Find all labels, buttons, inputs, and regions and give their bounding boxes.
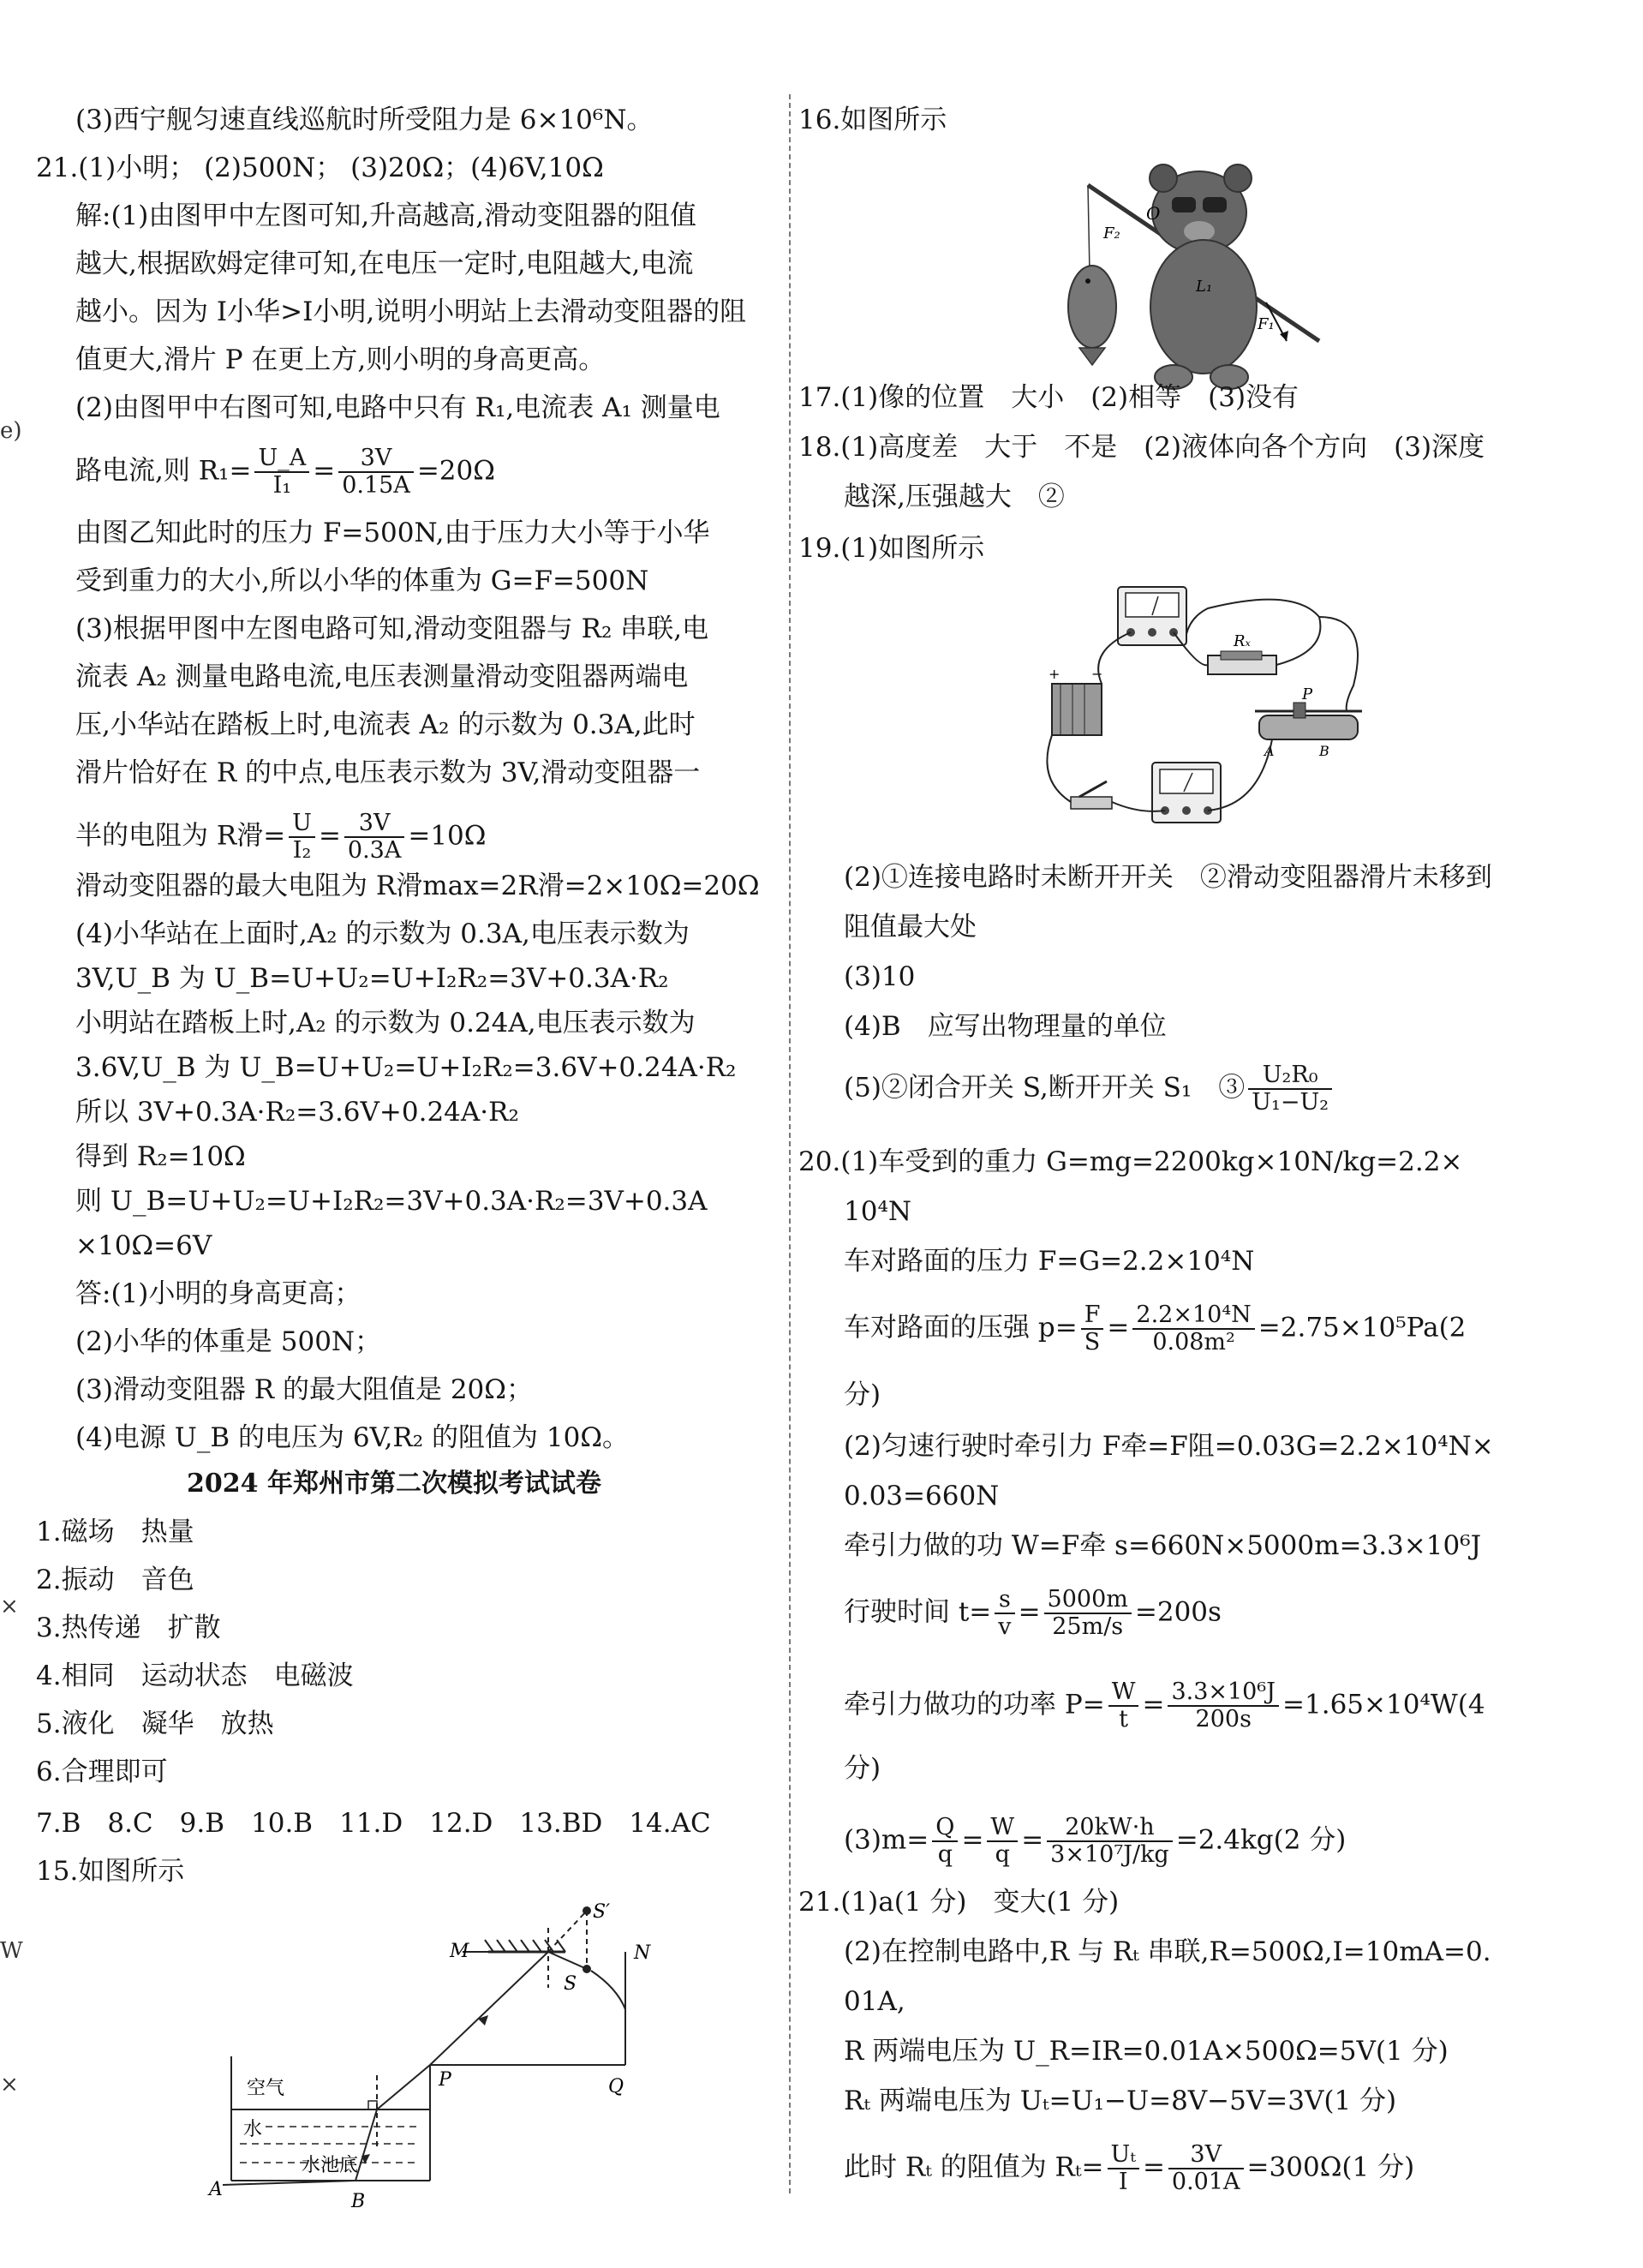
text-line: ×10Ω=6V xyxy=(75,1230,212,1261)
text-line: (3)10 xyxy=(844,961,916,992)
answer-item: 21.(1)a(1 分) 变大(1 分) xyxy=(798,1887,1120,1918)
formula-line xyxy=(75,811,486,864)
edge-mark: × xyxy=(0,2072,19,2097)
formula-text: =20Ω xyxy=(416,455,495,487)
equals: = xyxy=(1021,1824,1044,1856)
text-line: 分) xyxy=(844,1753,881,1784)
formula-text: =10Ω xyxy=(408,820,487,852)
fraction xyxy=(1047,1815,1173,1868)
answer-item: 15.如图所示 xyxy=(36,1856,185,1887)
formula-text: =1.65×10⁴W(4 xyxy=(1282,1689,1485,1720)
formula-text: 半的电阻为 R滑= xyxy=(75,820,286,852)
answer-item: 5.液化 凝华 放热 xyxy=(36,1708,274,1739)
label-A: A xyxy=(209,2179,223,2200)
answer-item: 19.(1)如图所示 xyxy=(798,533,985,564)
label-B: B xyxy=(1319,743,1329,759)
text-line: (2)由图甲中右图可知,电路中只有 R₁,电流表 A₁ 测量电 xyxy=(75,392,720,423)
fraction xyxy=(987,1815,1018,1868)
text-line: 3V,U_B 为 U_B=U+U₂=U+I₂R₂=3V+0.3A·R₂ xyxy=(75,963,669,994)
text-line: (2)小华的体重是 500N； xyxy=(75,1326,382,1357)
text-line: (2)①连接电路时未断开开关 ②滑动变阻器滑片未移到 xyxy=(844,862,1492,893)
formula-text: =300Ω(1 分) xyxy=(1246,2151,1415,2183)
fraction xyxy=(1248,1062,1332,1116)
label-Q: Q xyxy=(608,2076,624,2097)
fraction xyxy=(338,446,414,499)
denominator: q xyxy=(937,1841,953,1868)
edge-mark: e) xyxy=(0,418,22,444)
answer-21-heading: 21.(1)小明； (2)500N； (3)20Ω；(4)6V,10Ω xyxy=(36,153,604,183)
fraction xyxy=(289,811,315,864)
equals: = xyxy=(1142,2151,1165,2183)
formula-line xyxy=(844,2142,1414,2195)
text-line: 得到 R₂=10Ω xyxy=(75,1141,246,1172)
figure-16-fishing-lever xyxy=(1062,153,1353,410)
text-line: 越深,压强越大 ② xyxy=(844,482,1065,512)
equals: = xyxy=(1142,1689,1165,1720)
label-S-prime: S′ xyxy=(593,1901,611,1923)
text-line: (3)西宁舰匀速直线巡航时所受阻力是 6×10⁶N。 xyxy=(75,105,654,135)
denominator: 0.08m² xyxy=(1152,1329,1235,1355)
formula-line xyxy=(844,1679,1485,1732)
text-line: 所以 3V+0.3A·R₂=3.6V+0.24A·R₂ xyxy=(75,1097,519,1128)
answer-item: 18.(1)高度差 大于 不是 (2)液体向各个方向 (3)深度 xyxy=(798,432,1485,463)
text-line: 越大,根据欧姆定律可知,在电压一定时,电阻越大,电流 xyxy=(75,248,694,279)
formula-text: 车对路面的压强 p= xyxy=(844,1312,1078,1343)
text-line: 受到重力的大小,所以小华的体重为 G=F=500N xyxy=(75,566,649,596)
formula-line xyxy=(844,1302,1466,1355)
edge-mark: W xyxy=(0,1938,23,1964)
text-line: 值更大,滑片 P 在更上方,则小明的身高更高。 xyxy=(75,344,606,375)
text-line: 车对路面的压力 F=G=2.2×10⁴N xyxy=(844,1246,1255,1277)
numerator: W xyxy=(987,1815,1018,1842)
text-line: (4)B 应写出物理量的单位 xyxy=(844,1011,1167,1042)
numerator: U_A xyxy=(254,446,309,473)
text-line: (2)匀速行驶时牵引力 F牵=F阻=0.03G=2.2×10⁴N× xyxy=(844,1431,1494,1462)
text-line: 分) xyxy=(844,1379,881,1410)
text-line: 小明站在踏板上时,A₂ 的示数为 0.24A,电压表示数为 xyxy=(75,1008,696,1038)
formula-line xyxy=(844,1587,1222,1640)
text-line: (3)滑动变阻器 R 的最大阻值是 20Ω； xyxy=(75,1374,533,1405)
text-line: 0.03=660N xyxy=(844,1481,1000,1511)
equals: = xyxy=(313,455,336,487)
fraction xyxy=(1168,2142,1244,2195)
denominator: 25m/s xyxy=(1052,1613,1124,1640)
formula-text: 牵引力做功的功率 P= xyxy=(844,1689,1105,1720)
label-O: O xyxy=(1146,203,1161,224)
formula-text: =2.4kg(2 分) xyxy=(1175,1824,1347,1856)
fraction xyxy=(1081,1302,1104,1355)
text-line: 则 U_B=U+U₂=U+I₂R₂=3V+0.3A·R₂=3V+0.3A xyxy=(75,1186,708,1217)
denominator: 0.15A xyxy=(342,472,410,499)
label-pool-bottom: 水池底 xyxy=(302,2155,359,2176)
answer-item: 6.合理即可 xyxy=(36,1756,168,1787)
equals: = xyxy=(318,820,341,852)
numerator: U xyxy=(289,811,315,838)
denominator: U₁−U₂ xyxy=(1252,1089,1329,1116)
label-M: M xyxy=(450,1941,469,1962)
formula-text: (3)m= xyxy=(844,1824,929,1856)
formula-text: 此时 Rₜ 的阻值为 Rₜ= xyxy=(844,2151,1104,2183)
formula-text: 行驶时间 t= xyxy=(844,1596,992,1628)
label-F2: F₂ xyxy=(1103,224,1120,242)
answer-item: 3.热传递 扩散 xyxy=(36,1613,221,1643)
answer-item: 1.磁场 热量 xyxy=(36,1517,194,1547)
text-line: 3.6V,U_B 为 U_B=U+U₂=U+I₂R₂=3.6V+0.24A·R₂ xyxy=(75,1052,737,1083)
section-title: 2024 年郑州市第二次模拟考试试卷 xyxy=(187,1469,601,1499)
equals: = xyxy=(1018,1596,1041,1628)
text-line: (3)根据甲图中左图电路可知,滑动变阻器与 R₂ 串联,电 xyxy=(75,613,709,644)
answer-item: 2.振动 音色 xyxy=(36,1565,194,1595)
denominator: I₁ xyxy=(272,472,292,499)
label-B: B xyxy=(351,2191,366,2212)
denominator: v xyxy=(998,1613,1012,1640)
numerator: 5000m xyxy=(1044,1587,1132,1614)
formula-text: =2.75×10⁵Pa(2 xyxy=(1258,1312,1467,1343)
numerator: W xyxy=(1108,1679,1139,1707)
text-line: 阻值最大处 xyxy=(844,912,977,943)
figure-15-optics xyxy=(206,1894,668,2219)
text-line: (4)电源 U_B 的电压为 6V,R₂ 的阻值为 10Ω。 xyxy=(75,1422,630,1453)
answer-item: 16.如图所示 xyxy=(798,105,947,135)
edge-mark: × xyxy=(0,1594,19,1619)
numerator: 20kW·h xyxy=(1047,1815,1173,1842)
formula-text: 路电流,则 R₁= xyxy=(75,455,252,487)
denominator: t xyxy=(1119,1706,1128,1732)
formula-text: (5)②闭合开关 S,断开开关 S₁ ③ xyxy=(844,1072,1246,1104)
formula-line xyxy=(844,1815,1346,1868)
text-line: 由图乙知此时的压力 F=500N,由于压力大小等于小华 xyxy=(75,518,710,548)
answer-item: 4.相同 运动状态 电磁波 xyxy=(36,1661,354,1691)
text-line: 解:(1)由图甲中左图可知,升高越高,滑动变阻器的阻值 xyxy=(75,200,697,231)
numerator: 3V xyxy=(338,446,414,473)
label-P: P xyxy=(1302,685,1313,703)
equals: = xyxy=(1107,1312,1130,1343)
denominator: 0.3A xyxy=(347,837,402,864)
label-P: P xyxy=(439,2069,451,2091)
numerator: Q xyxy=(932,1815,958,1842)
formula-text: =200s xyxy=(1134,1596,1222,1628)
label-Rx: Rₓ xyxy=(1234,632,1251,650)
fraction xyxy=(344,811,404,864)
text-line: 答:(1)小明的身高更高； xyxy=(75,1278,361,1309)
label-water: 水 xyxy=(243,2119,263,2140)
label-A: A xyxy=(1264,743,1275,759)
text-line: 越小。因为 I小华>I小明,说明小明站上去滑动变阻器的阻 xyxy=(75,296,747,327)
numerator: 3V xyxy=(1168,2142,1244,2169)
figure-19-circuit xyxy=(1037,583,1371,840)
label-L1: L₁ xyxy=(1196,278,1213,296)
answer-item: 7.B 8.C 9.B 10.B 11.D 12.D 13.BD 14.AC xyxy=(36,1808,711,1839)
label-air: 空气 xyxy=(247,2078,285,2099)
text-line: 压,小华站在踏板上时,电流表 A₂ 的示数为 0.3A,此时 xyxy=(75,709,696,740)
denominator: 200s xyxy=(1195,1706,1252,1732)
svg-text:−: − xyxy=(1091,666,1103,682)
fraction xyxy=(932,1815,958,1868)
text-line: Rₜ 两端电压为 Uₜ=U₁−U=8V−5V=3V(1 分) xyxy=(844,2085,1397,2116)
numerator: 3.3×10⁶J xyxy=(1168,1679,1279,1707)
text-line: R 两端电压为 U_R=IR=0.01A×500Ω=5V(1 分) xyxy=(844,2036,1449,2067)
denominator: 0.01A xyxy=(1171,2169,1240,2195)
text-line: 01A, xyxy=(844,1986,905,2017)
denominator: S xyxy=(1084,1329,1101,1355)
formula-line xyxy=(75,446,495,499)
denominator: I₂ xyxy=(292,837,312,864)
text-line: (2)在控制电路中,R 与 Rₜ 串联,R=500Ω,I=10mA=0. xyxy=(844,1936,1491,1967)
formula-line xyxy=(844,1062,1335,1116)
fraction xyxy=(254,446,309,499)
column-divider xyxy=(789,94,791,2193)
fraction xyxy=(1168,1679,1279,1732)
numerator: s xyxy=(995,1587,1014,1614)
text-line: 流表 A₂ 测量电路电流,电压表测量滑动变阻器两端电 xyxy=(75,661,689,692)
text-line: 滑片恰好在 R 的中点,电压表示数为 3V,滑动变阻器一 xyxy=(75,757,701,788)
fraction xyxy=(1044,1587,1132,1640)
denominator: I xyxy=(1118,2169,1128,2195)
label-F1: F₁ xyxy=(1258,315,1275,333)
numerator: 2.2×10⁴N xyxy=(1132,1302,1254,1330)
denominator: q xyxy=(995,1841,1010,1868)
numerator: F xyxy=(1081,1302,1104,1330)
numerator: U₂R₀ xyxy=(1248,1062,1332,1090)
fraction xyxy=(1108,2142,1139,2195)
denominator: 3×10⁷J/kg xyxy=(1050,1841,1169,1868)
numerator: Uₜ xyxy=(1108,2142,1139,2169)
text-line: 10⁴N xyxy=(844,1196,911,1227)
svg-text:+: + xyxy=(1049,666,1060,682)
text-line: 牵引力做的功 W=F牵 s=660N×5000m=3.3×10⁶J xyxy=(844,1530,1482,1561)
answer-item: 17.(1)像的位置 大小 (2)相等 (3)没有 xyxy=(798,382,1299,413)
equals: = xyxy=(961,1824,984,1856)
numerator: 3V xyxy=(344,811,404,838)
text-line: 滑动变阻器的最大电阻为 R滑max=2R滑=2×10Ω=20Ω xyxy=(75,871,760,901)
answer-item: 20.(1)车受到的重力 G=mg=2200kg×10N/kg=2.2× xyxy=(798,1146,1463,1177)
label-S: S xyxy=(564,1973,577,1995)
fraction xyxy=(995,1587,1014,1640)
label-N: N xyxy=(634,1942,651,1964)
fraction xyxy=(1132,1302,1254,1355)
text-line: (4)小华站在上面时,A₂ 的示数为 0.3A,电压表示数为 xyxy=(75,919,690,949)
fraction xyxy=(1108,1679,1139,1732)
